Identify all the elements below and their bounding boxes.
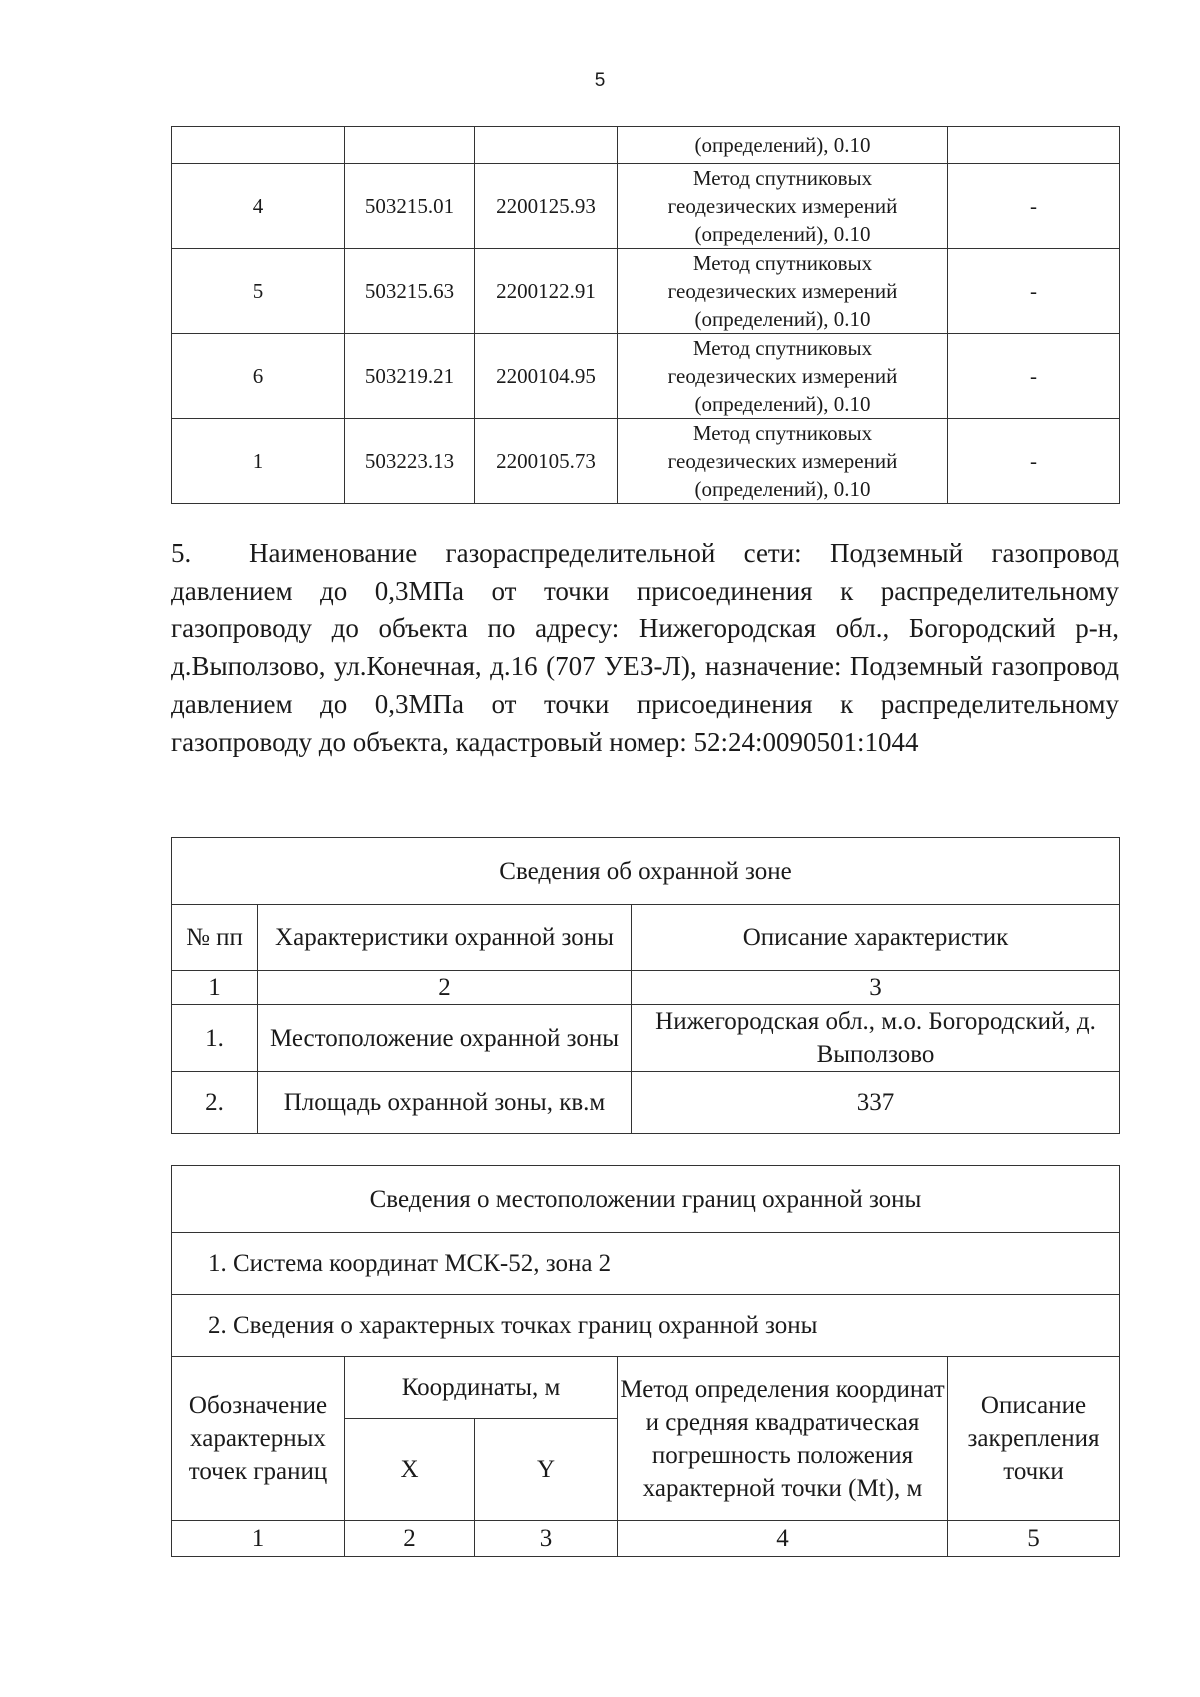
column-header: Описание характеристик	[632, 905, 1120, 971]
section-number: 5.	[171, 538, 192, 568]
method-cell: Метод спутниковых геодезических измерений (определений), 0.10	[618, 334, 948, 419]
table-caption-row	[172, 1166, 1120, 1233]
characteristic-value: 337	[632, 1072, 1120, 1134]
page-number: 5	[594, 70, 606, 91]
column-header: № пп	[172, 905, 258, 971]
coordinates-table-continued	[171, 126, 1120, 504]
column-number: 3	[475, 1521, 618, 1557]
coord-y: 2200125.93	[475, 164, 618, 249]
fixing-desc: -	[948, 334, 1120, 419]
point-id: 1	[172, 419, 345, 504]
characteristic-value: Нижегородская обл., м.о. Богородский, д. Выползово	[632, 1005, 1120, 1072]
points-title-row	[172, 1295, 1120, 1357]
coordinate-system: 1. Система координат МСК-52, зона 2	[172, 1233, 1120, 1295]
column-number: 2	[345, 1521, 475, 1557]
column-header: Метод определения координат и средняя квадратическая погрешность положения характерной точки (Mt), м	[618, 1357, 948, 1521]
coord-x: 503223.13	[345, 419, 475, 504]
table-caption-row	[172, 838, 1120, 905]
protection-zone-table	[171, 837, 1120, 1134]
column-header-y: Y	[475, 1419, 618, 1521]
column-number: 4	[618, 1521, 948, 1557]
table-row	[172, 1072, 1120, 1134]
column-numbers-row	[172, 1521, 1120, 1557]
method-cell: Метод спутниковых геодезических измерений (определений), 0.10	[618, 249, 948, 334]
table-row	[172, 249, 1120, 334]
method-cell: Метод спутниковых геодезических измерений (определений), 0.10	[618, 419, 948, 504]
table-header-row	[172, 905, 1120, 971]
points-title: 2. Сведения о характерных точках границ охранной зоны	[172, 1295, 1120, 1357]
table-row	[172, 334, 1120, 419]
zone-boundaries-table	[171, 1165, 1120, 1557]
method-cell: Метод спутниковых геодезических измерений (определений), 0.10	[618, 164, 948, 249]
coord-y: 2200122.91	[475, 249, 618, 334]
section-paragraph	[171, 535, 1119, 761]
table-caption: Сведения о местоположении границ охранной зоны	[172, 1166, 1120, 1233]
column-number: 1	[172, 1521, 345, 1557]
table-row	[172, 127, 1120, 164]
table-row	[172, 419, 1120, 504]
table-caption: Сведения об охранной зоне	[172, 838, 1120, 905]
fixing-desc: -	[948, 249, 1120, 334]
section-text: Наименование газораспределительной сети: Подземный газопровод давлением до 0,3МПа от точки присоединения к распределительному газопроводу до объекта по адресу: Нижегородская обл., Богородский р-н, д.Выползово, ул.Конечная, д.16 (707 УЕЗ-Л), назначение: Подземный газопровод давлением до 0,3МПа от точки присоединения к распределительному газопроводу до объекта, кадастровый номер: 52:24:0090501:1044	[171, 538, 1119, 757]
column-number: 2	[258, 971, 632, 1005]
coord-x: 503215.01	[345, 164, 475, 249]
characteristic: Местоположение охранной зоны	[258, 1005, 632, 1072]
table-row	[172, 164, 1120, 249]
column-header: Координаты, м	[345, 1357, 618, 1419]
point-id: 4	[172, 164, 345, 249]
coordinate-system-row	[172, 1233, 1120, 1295]
column-header: Описание закрепления точки	[948, 1357, 1120, 1521]
column-number: 3	[632, 971, 1120, 1005]
coord-x: 503215.63	[345, 249, 475, 334]
fixing-desc: -	[948, 419, 1120, 504]
method-cell: (определений), 0.10	[618, 127, 948, 164]
coord-x: 503219.21	[345, 334, 475, 419]
characteristic: Площадь охранной зоны, кв.м	[258, 1072, 632, 1134]
coord-y: 2200104.95	[475, 334, 618, 419]
column-header: Обозначение характерных точек границ	[172, 1357, 345, 1521]
coord-y: 2200105.73	[475, 419, 618, 504]
row-number: 1.	[172, 1005, 258, 1072]
point-id: 6	[172, 334, 345, 419]
table-header-row	[172, 1357, 1120, 1419]
table-row	[172, 1005, 1120, 1072]
column-numbers-row	[172, 971, 1120, 1005]
column-header-x: X	[345, 1419, 475, 1521]
point-id: 5	[172, 249, 345, 334]
column-number: 5	[948, 1521, 1120, 1557]
row-number: 2.	[172, 1072, 258, 1134]
fixing-desc: -	[948, 164, 1120, 249]
column-number: 1	[172, 971, 258, 1005]
column-header: Характеристики охранной зоны	[258, 905, 632, 971]
